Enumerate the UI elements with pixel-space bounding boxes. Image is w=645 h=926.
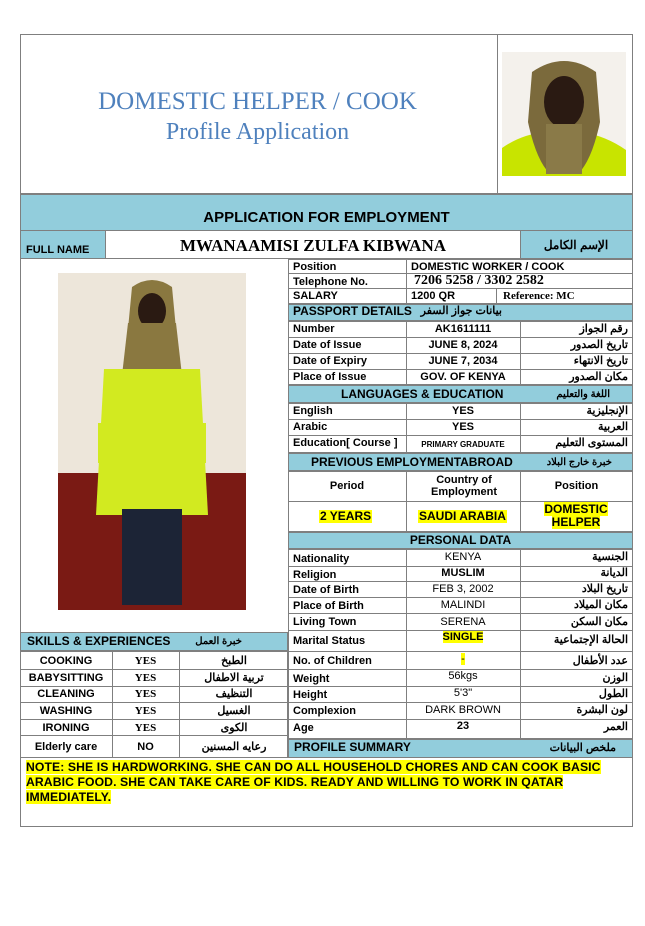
children-value: -: [461, 653, 465, 665]
skills-header-text: SKILLS & EXPERIENCES: [27, 634, 171, 648]
marital-status-ar: الحالة الإجتماعية: [553, 634, 628, 646]
page-subtitle: Profile Application: [165, 119, 350, 145]
education-ar: المستوى التعليم: [555, 437, 628, 449]
english-label: English: [293, 405, 333, 417]
telephone-label: Telephone No.: [293, 276, 368, 288]
place-of-birth-value: MALINDI: [440, 599, 486, 611]
children-cell: [406, 653, 520, 666]
date-of-birth-label: Date of Birth: [293, 584, 359, 596]
education-value: PRIMARY GRADUATE: [421, 440, 505, 449]
weight-value: 56kgs: [448, 670, 478, 682]
skill-cleaning-ar: التنظيف: [215, 688, 253, 700]
passport-header-text: PASSPORT DETAILS: [293, 304, 412, 318]
full-name-value: MWANAAMISI ZULFA KIBWANA: [179, 236, 447, 255]
skill-babysitting-value: YES: [134, 672, 157, 684]
children-ar: عدد الأطفال: [572, 655, 628, 667]
skill-cooking-ar: الطبخ: [221, 655, 247, 667]
previous-employment-header-text: PREVIOUS EMPLOYMENTABROAD: [311, 455, 513, 469]
date-of-expiry-label: Date of Expiry: [293, 355, 367, 367]
position-header: Position: [554, 480, 599, 492]
age-label: Age: [293, 722, 314, 734]
telephone-value: 7206 5258 / 3302 2582: [414, 273, 544, 288]
religion-ar: الديانة: [600, 567, 628, 579]
skill-elderly-care-ar: رعايه المسنين: [201, 741, 267, 753]
summary-note-box: [26, 760, 628, 805]
place-of-issue-ar: مكان الصدور: [569, 371, 628, 383]
profile-summary-header-ar: ملخص البيانات: [549, 742, 616, 754]
arabic-value: YES: [451, 421, 474, 433]
religion-value: MUSLIM: [441, 567, 485, 579]
height-ar: الطول: [598, 688, 628, 700]
skill-cooking-label: COOKING: [39, 655, 93, 667]
salary-label: SALARY: [293, 290, 338, 302]
height-label: Height: [293, 689, 328, 701]
summary-note: NOTE: SHE IS HARDWORKING. SHE CAN DO ALL HOUSEHOLD CHORES AND CAN COOK BASIC ARABIC FOOD. SHE CAN TAKE CARE OF KIDS. READY AND WILLING TO WORK IN QATAR IMMEDIATELY.: [26, 760, 601, 804]
previous-employment-header-ar: خبرة خارج البلاد: [546, 457, 612, 468]
date-of-issue-ar: تاريخ الصدور: [570, 339, 628, 351]
date-of-birth-value: FEB 3, 2002: [432, 583, 494, 595]
languages-header-text: LANGUAGES & EDUCATION: [341, 387, 504, 401]
application-header-text: APPLICATION FOR EMPLOYMENT: [203, 209, 450, 226]
place-of-issue-label: Place of Issue: [293, 371, 367, 383]
skill-elderly-care-value: NO: [137, 741, 154, 753]
skill-cleaning-value: YES: [134, 688, 157, 700]
skill-ironing-value: YES: [134, 722, 157, 734]
salary-value: 1200 QR: [411, 290, 456, 302]
age-value: 23: [456, 720, 470, 732]
living-town-ar: مكان السكن: [570, 616, 628, 628]
complexion-label: Complexion: [293, 705, 356, 717]
living-town-value: SERENA: [440, 616, 486, 628]
headshot-photo: [502, 52, 626, 176]
education-label: Education[ Course ]: [293, 437, 398, 449]
previous-position-value: DOMESTIC HELPER: [544, 502, 608, 529]
english-value: YES: [451, 405, 474, 417]
country-value: SAUDI ARABIA: [419, 509, 506, 523]
date-of-expiry-value: JUNE 7, 2034: [428, 355, 498, 367]
skill-washing-ar: الغسيل: [217, 705, 251, 717]
reference-value: Reference: MC: [503, 290, 575, 302]
date-of-issue-label: Date of Issue: [293, 339, 362, 351]
date-of-birth-ar: تاريخ البلاد: [581, 583, 628, 595]
position-value: DOMESTIC WORKER / COOK: [411, 261, 565, 273]
english-ar: الإنجليزية: [586, 405, 628, 417]
passport-number-label: Number: [293, 323, 335, 335]
passport-number-ar: رقم الجواز: [579, 323, 628, 335]
passport-number-value: AK1611111: [434, 323, 492, 335]
position-value-cell: [540, 503, 612, 529]
country-header: Country of Employment: [430, 474, 497, 498]
page-title: DOMESTIC HELPER / COOK: [98, 88, 417, 115]
position-label: Position: [293, 261, 337, 273]
full-name-label: FULL NAME: [26, 244, 90, 256]
languages-header-ar: اللغة والتعليم: [556, 389, 610, 400]
skill-washing-value: YES: [134, 705, 157, 717]
skill-cleaning-label: CLEANING: [37, 688, 95, 700]
profile-summary-header-text: PROFILE SUMMARY: [294, 740, 411, 754]
height-value: 5'3": [453, 687, 473, 699]
skill-babysitting-label: BABYSITTING: [28, 672, 104, 684]
skill-ironing-ar: الكوى: [220, 722, 248, 734]
arabic-label: Arabic: [293, 421, 328, 433]
complexion-ar: لون البشرة: [576, 704, 628, 716]
nationality-value: KENYA: [444, 551, 482, 563]
skill-cooking-value: YES: [134, 655, 157, 667]
marital-status-value: SINGLE: [442, 631, 484, 643]
date-of-issue-value: JUNE 8, 2024: [428, 339, 498, 351]
personal-data-header-text: PERSONAL DATA: [409, 533, 512, 547]
skill-washing-label: WASHING: [39, 705, 93, 717]
weight-ar: الوزن: [602, 672, 628, 684]
full-body-photo: [58, 273, 246, 610]
skills-header-ar: خبرة العمل: [195, 636, 242, 647]
full-name-label-ar: الإسم الكامل: [543, 238, 609, 252]
age-ar: العمر: [603, 721, 628, 733]
place-of-issue-value: GOV. OF KENYA: [420, 371, 506, 383]
weight-label: Weight: [293, 673, 330, 685]
children-label: No. of Children: [293, 655, 372, 667]
complexion-value: DARK BROWN: [425, 704, 501, 716]
nationality-ar: الجنسية: [592, 551, 628, 563]
place-of-birth-ar: مكان الميلاد: [573, 599, 628, 611]
living-town-label: Living Town: [293, 616, 357, 628]
place-of-birth-label: Place of Birth: [293, 600, 364, 612]
skill-elderly-care-label: Elderly care: [34, 741, 98, 753]
period-value: 2 YEARS: [320, 509, 372, 523]
arabic-ar: العربية: [597, 421, 628, 433]
skill-babysitting-ar: تربية الاطفال: [204, 672, 264, 684]
passport-header-ar: بيانات جواز السفر: [420, 305, 502, 317]
skill-ironing-label: IRONING: [42, 722, 90, 734]
date-of-expiry-ar: تاريخ الانتهاء: [573, 355, 628, 367]
marital-status-label: Marital Status: [293, 635, 366, 647]
nationality-label: Nationality: [293, 553, 350, 565]
religion-label: Religion: [293, 569, 337, 581]
marital-status-cell: [406, 631, 520, 644]
period-header: Period: [329, 480, 365, 492]
